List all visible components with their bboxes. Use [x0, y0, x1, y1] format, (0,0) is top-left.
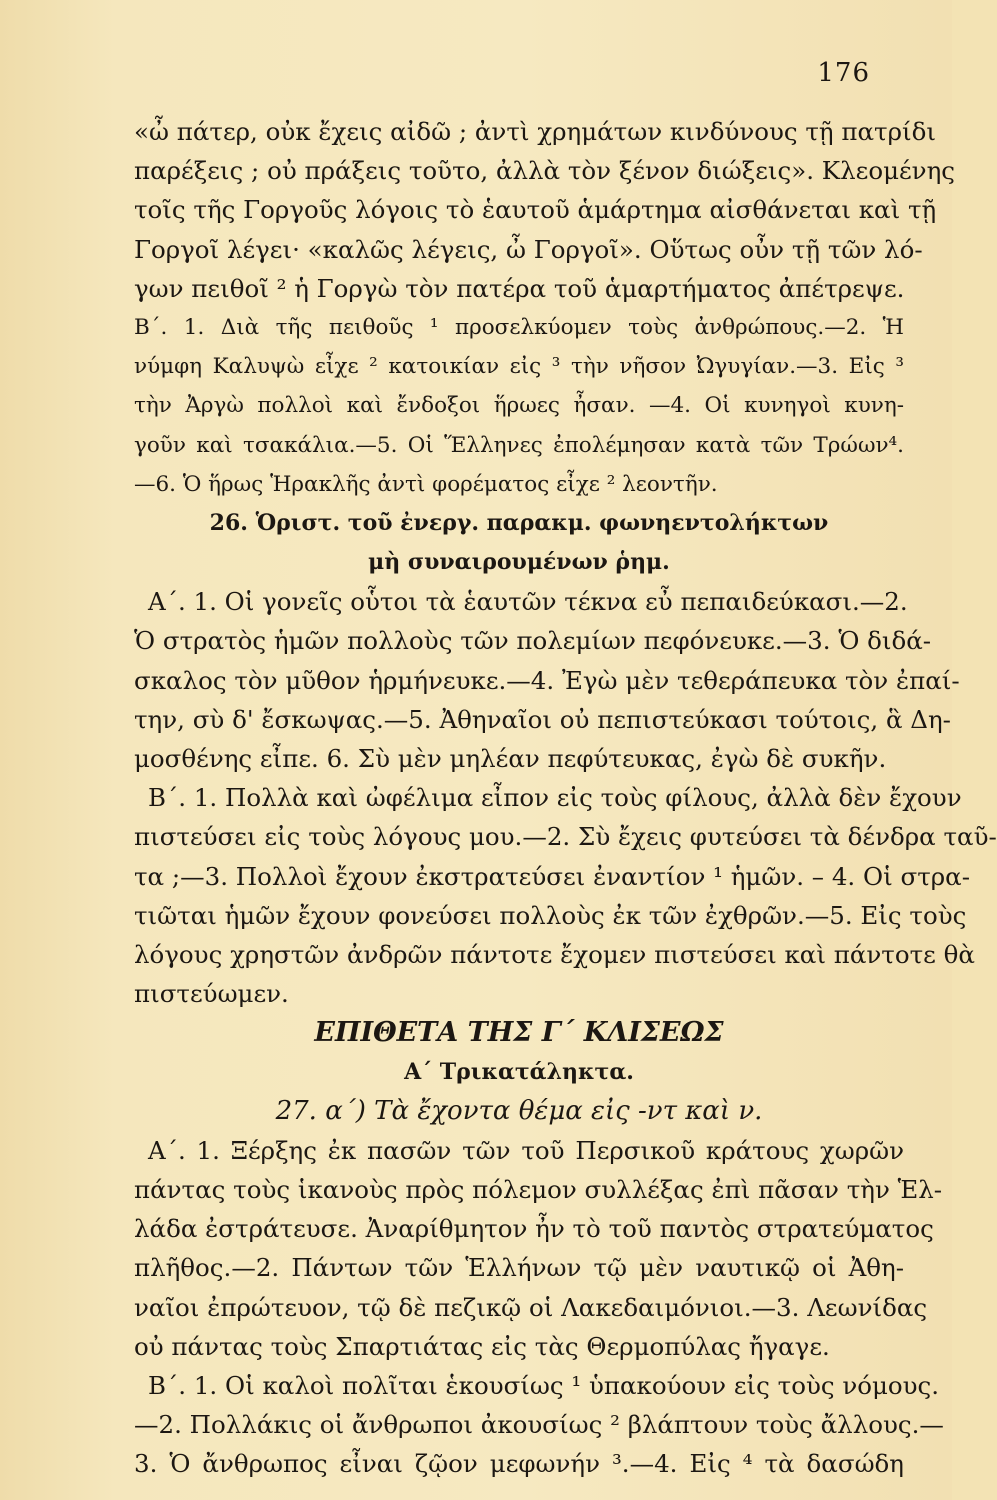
text-line: —2. Πολλάκις οἱ ἄνθρωποι ἀκουσίως ² βλάπτουν τοὺς ἄλλους.—	[134, 1410, 944, 1440]
page-number: 176	[817, 58, 870, 88]
text-line: γων πειθοῖ ² ἡ Γοργὼ τὸν πατέρα τοῦ ἁμαρτήματος ἀπέτρεψε.	[134, 273, 905, 303]
section-heading: 27. α΄) Τὰ ἔχοντα θέμα εἰς -ντ καὶ ν.	[275, 1095, 763, 1126]
text-line: τιῶται ἡμῶν ἔχουν φονεύσει πολλοὺς ἐκ τῶν ἐχθρῶν.—5. Εἰς τοὺς	[134, 900, 967, 930]
text-line: 3. Ὁ ἄνθρωπος εἶναι ζῷον μεφωνήν ³.—4. Εἰς ⁴ τὰ δασώδη	[134, 1449, 904, 1479]
text-line: πάντας τοὺς ἱκανοὺς πρὸς πόλεμον συλλέξας ἐπὶ πᾶσαν τὴν Ἑλ-	[134, 1175, 943, 1205]
text-line: «ὦ πάτερ, οὐκ ἔχεις αἰδῶ ; ἀντὶ χρημάτων κινδύνους τῇ πατρίδι	[134, 117, 936, 146]
text-line: Α΄. 1. Οἱ γονεῖς οὗτοι τὰ ἑαυτῶν τέκνα εὖ πεπαιδεύκασι.—2.	[148, 587, 908, 617]
text-line: Α΄. 1. Ξέρξης ἐκ πασῶν τῶν τοῦ Περσικοῦ κράτους χωρῶν	[148, 1135, 904, 1165]
text-line: νύμφη Καλυψὼ εἶχε ² κατοικίαν εἰς ³ τὴν νῆσον Ὠγυγίαν.—3. Εἰς ³	[134, 354, 904, 380]
text-line: τοῖς τῆς Γοργοῦς λόγοις τὸ ἑαυτοῦ ἁμάρτημα αἰσθάνεται καὶ τῇ	[134, 195, 937, 225]
text-line: Β΄. 1. Πολλὰ καὶ ὠφέλιμα εἶπον εἰς τοὺς φίλους, ἀλλὰ δὲν ἔχουν	[148, 783, 962, 813]
text-line: οὐ πάντας τοὺς Σπαρτιάτας εἰς τὰς Θερμοπύλας ἤγαγε.	[134, 1331, 830, 1361]
text-line: πιστεύωμεν.	[134, 979, 289, 1009]
text-line: Β΄. 1. Διὰ τῆς πειθοῦς ¹ προσελκύομεν τοὺς ἀνθρώπους.—2. Ἡ	[134, 314, 904, 340]
text-line: λόγους χρηστῶν ἀνδρῶν πάντοτε ἔχομεν πιστεύσει καὶ πάντοτε θὰ	[134, 939, 975, 969]
text-line: πλῆθος.—2. Πάντων τῶν Ἑλλήνων τῷ μὲν ναυτικῷ οἱ Ἀθη-	[134, 1253, 904, 1283]
text-line: Γοργοῖ λέγει· «καλῶς λέγεις, ὦ Γοργοῖ». Οὕτως οὖν τῇ τῶν λό-	[134, 234, 923, 264]
chapter-subtitle: Α΄ Τρικατάληκτα.	[404, 1058, 634, 1085]
text-line: τὴν Ἀργὼ πολλοὶ καὶ ἔνδοξοι ἥρωες ἦσαν. —4. Οἱ κυνηγοὶ κυνη-	[134, 393, 904, 419]
text-line: τα ;—3. Πολλοὶ ἔχουν ἐκστρατεύσει ἐναντίον ¹ ἡμῶν. – 4. Οἱ στρα-	[134, 861, 970, 891]
text-line: παρέξεις ; οὐ πράξεις τοῦτο, ἀλλὰ τὸν ξένον διώξεις». Κλεομένης	[134, 156, 955, 186]
text-line: πιστεύσει εἰς τοὺς λόγους μου.—2. Σὺ ἔχεις φυτεύσει τὰ δένδρα ταῦ-	[134, 822, 997, 852]
section-heading: 26. Ὁριστ. τοῦ ἐνεργ. παρακμ. φωνηεντολήκτων	[209, 509, 829, 536]
chapter-title: ΕΠΙΘΕΤΑ ΤΗΣ Γ΄ ΚΛΙΣΕΩΣ	[314, 1017, 724, 1049]
text-line: μοσθένης εἶπε. 6. Σὺ μὲν μηλέαν πεφύτευκας, ἐγὼ δὲ συκῆν.	[134, 744, 887, 773]
text-line: την, σὺ δ' ἔσκωψας.—5. Ἀθηναῖοι οὐ πεπιστεύκασι τούτοις, ἃ Δη-	[134, 704, 951, 734]
text-line: —6. Ὁ ἥρως Ἡρακλῆς ἀντὶ φορέματος εἶχε ² λεοντῆν.	[134, 471, 718, 497]
section-heading: μὴ συναιρουμένων ῥημ.	[368, 549, 670, 576]
text-line: Β΄. 1. Οἱ καλοὶ πολῖται ἑκουσίως ¹ ὑπακούουν εἰς τοὺς νόμους.	[148, 1371, 940, 1400]
text-line: γοῦν καὶ τσακάλια.—5. Οἱ Ἕλληνες ἐπολέμησαν κατὰ τῶν Τρώων⁴.	[134, 432, 904, 458]
text-line: ναῖοι ἐπρώτευον, τῷ δὲ πεζικῷ οἱ Λακεδαιμόνιοι.—3. Λεωνίδας	[134, 1292, 928, 1322]
text-line: λάδα ἐστράτευσε. Ἀναρίθμητον ἦν τὸ τοῦ παντὸς στρατεύματος	[134, 1214, 934, 1244]
text-line: σκαλος τὸν μῦθον ἡρμήνευκε.—4. Ἐγὼ μὲν τεθεράπευκα τὸν ἐπαί-	[134, 665, 960, 695]
text-line: Ὁ στρατὸς ἡμῶν πολλοὺς τῶν πολεμίων πεφόνευκε.—3. Ὁ διδά-	[134, 626, 932, 656]
page-body	[134, 112, 997, 1484]
